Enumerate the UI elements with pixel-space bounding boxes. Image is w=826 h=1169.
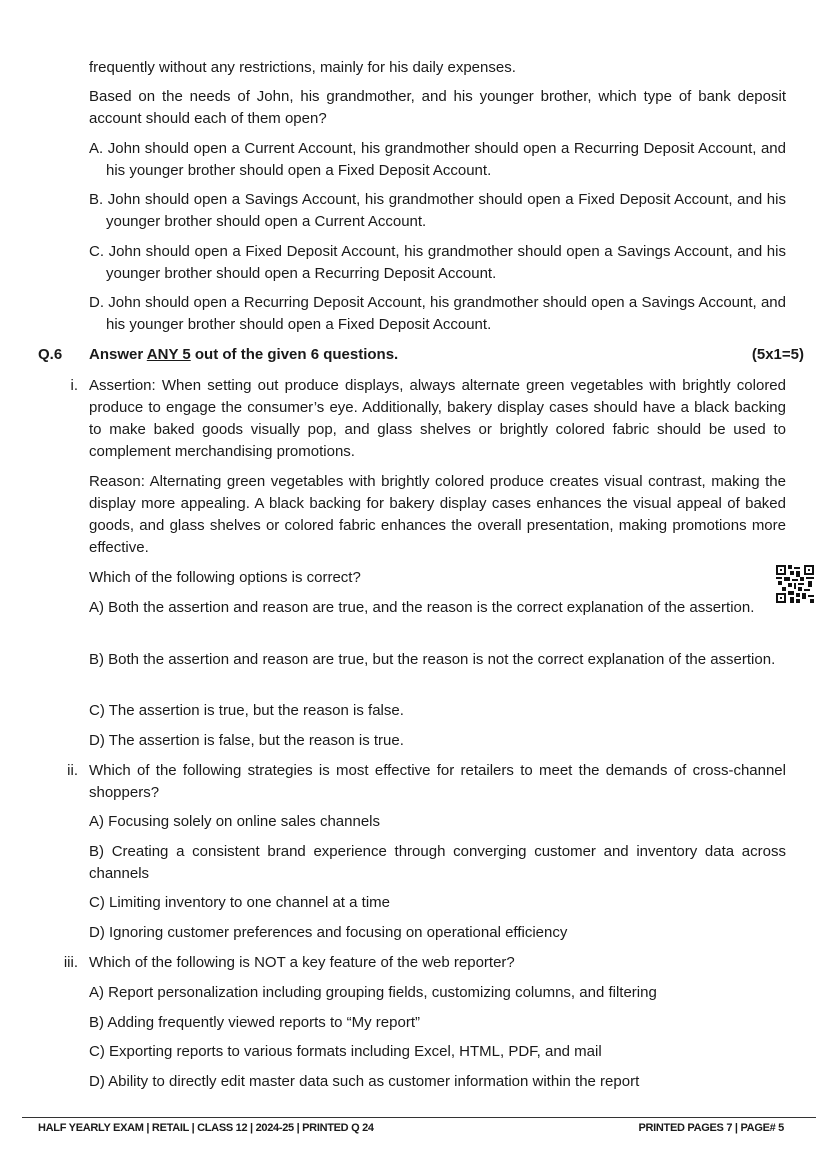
option-d: D) Ability to directly edit master data such as customer information within the report: [89, 1073, 640, 1090]
heading-post: out of the given 6 questions.: [190, 346, 399, 363]
option-d: D) The assertion is false, but the reason is true.: [89, 732, 404, 749]
option-a: A) Both the assertion and reason are true, and the reason is the correct explanation of the assertion.: [89, 599, 755, 616]
paragraph: frequently without any restrictions, mainly for his daily expenses.: [89, 59, 516, 76]
option-c: C) The assertion is true, but the reason is false.: [89, 702, 404, 719]
heading-pre: Answer: [89, 346, 147, 363]
option-a: A. John should open a Current Account, his grandmother should open a Recurring Deposit Account, and his younger brother should open a Fixed Deposit Account.: [89, 140, 786, 179]
option-a: A) Report personalization including grouping fields, customizing columns, and filtering: [89, 984, 657, 1001]
question-text: Which of the following is NOT a key feature of the web reporter?: [89, 954, 515, 971]
option-c: C) Limiting inventory to one channel at a time: [89, 894, 390, 911]
question-text: Based on the needs of John, his grandmother, and his younger brother, which type of bank deposit account should each of them open?: [89, 88, 786, 127]
option-b: B) Creating a consistent brand experience through converging customer and inventory data across channels: [89, 843, 786, 882]
option-d: D) Ignoring customer preferences and focusing on operational efficiency: [89, 924, 568, 941]
option-c: C. John should open a Fixed Deposit Account, his grandmother should open a Savings Account, and his younger brother should open a Recurring Deposit Account.: [89, 243, 786, 282]
reason: Reason: Alternating green vegetables with brightly colored produce creates visual contrast, making the display more appealing. A black backing for bakery display cases enhances the visual appeal of baked goods, and glass shelves or colored fabric enhances the overall presentation, making promotions more effective.: [89, 473, 786, 556]
option-b: B) Adding frequently viewed reports to “My report”: [89, 1014, 420, 1031]
question-text: Which of the following strategies is most effective for retailers to meet the demands of cross-channel shoppers?: [89, 762, 786, 801]
assertion: Assertion: When setting out produce displays, always alternate green vegetables with brightly colored produce to engage the consumer’s eye. Additionally, bakery display cases should have a black backing to make baked goods visually pop, and glass shelves or brightly colored fabric should be used to complement merchandising promotions.: [89, 377, 786, 460]
option-b: B) Both the assertion and reason are true, but the reason is not the correct explanation of the assertion.: [89, 651, 776, 668]
footer-left: HALF YEARLY EXAM | RETAIL | CLASS 12 | 2024-25 | PRINTED Q 24: [38, 1122, 374, 1134]
option-a: A) Focusing solely on online sales channels: [89, 813, 380, 830]
question-number: Q.6: [38, 346, 63, 363]
option-d: D. John should open a Recurring Deposit Account, his grandmother should open a Savings Account, and his younger brother should open a Fixed Deposit Account.: [89, 294, 786, 333]
option-c: C) Exporting reports to various formats including Excel, HTML, PDF, and mail: [89, 1043, 602, 1060]
footer-right: PRINTED PAGES 7 | PAGE# 5: [638, 1122, 784, 1134]
marks: (5x1=5): [751, 346, 804, 363]
item-number: ii.: [67, 762, 78, 779]
option-b: B. John should open a Savings Account, his grandmother should open a Fixed Deposit Account, and his younger brother should open a Current Account.: [89, 191, 786, 230]
question-heading: [89, 344, 398, 366]
heading-emphasis: ANY 5: [146, 346, 191, 363]
footer-divider: [22, 1117, 816, 1118]
item-number: i.: [70, 377, 78, 394]
item-number: iii.: [63, 954, 78, 971]
question-text: Which of the following options is correct?: [89, 569, 361, 586]
